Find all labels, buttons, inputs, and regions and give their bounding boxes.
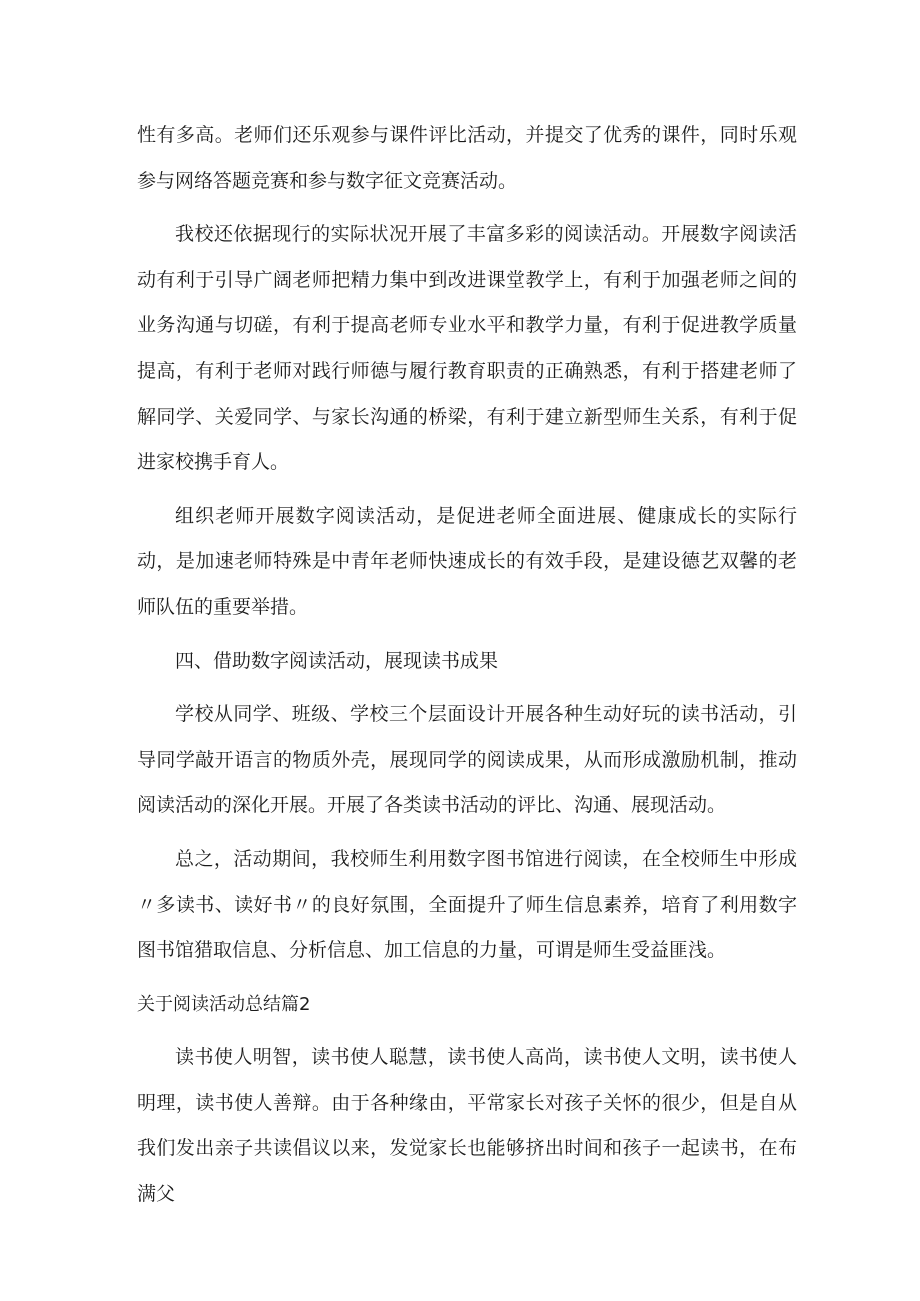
subsection-heading: 四、借助数字阅读活动，展现读书成果	[175, 649, 499, 672]
paragraph: 读书使人明智，读书使人聪慧，读书使人高尚，读书使人文明，读书使人明理，读书使人善辩。由于各种缘由，平常家长对孩子关怀的很少，但是自从我们发出亲子共读倡议以来，发觉家长也能够挤出时间和孩子一起读书，在布满父	[137, 1046, 797, 1206]
paragraph: 总之，活动期间，我校师生利用数字图书馆进行阅读，在全校师生中形成〃多读书、读好书〃的良好氛围，全面提升了师生信息素养，培育了利用数字图书馆猎取信息、分析信息、加工信息的力量，可谓是师生受益匪浅。	[137, 847, 797, 962]
paragraph: 组织老师开展数字阅读活动，是促进老师全面进展、健康成长的实际行动，是加速老师特殊是中青年老师快速成长的有效手段，是建设德艺双馨的老师队伍的重要举措。	[137, 504, 797, 618]
paragraph: 性有多高。老师们还乐观参与课件评比活动，并提交了优秀的课件，同时乐观参与网络答题竞赛和参与数字征文竞赛活动。	[137, 124, 797, 192]
document-body	[137, 113, 797, 1226]
paragraph: 学校从同学、班级、学校三个层面设计开展各种生动好玩的读书活动，引导同学敲开语言的物质外壳，展现同学的阅读成果，从而形成激励机制，推动阅读活动的深化开展。开展了各类读书活动的评比、沟通、展现活动。	[137, 703, 797, 817]
paragraph: 我校还依据现行的实际状况开展了丰富多彩的阅读活动。开展数字阅读活动有利于引导广阔老师把精力集中到改进课堂教学上，有利于加强老师之间的业务沟通与切磋，有利于提高老师专业水平和教学力量，有利于促进教学质量提高，有利于老师对践行师德与履行教育职责的正确熟悉，有利于搭建老师了解同学、关爱同学、与家长沟通的桥梁，有利于建立新型师生关系，有利于促进家校携手育人。	[137, 223, 797, 474]
section-heading: 关于阅读活动总结篇2	[137, 993, 311, 1015]
